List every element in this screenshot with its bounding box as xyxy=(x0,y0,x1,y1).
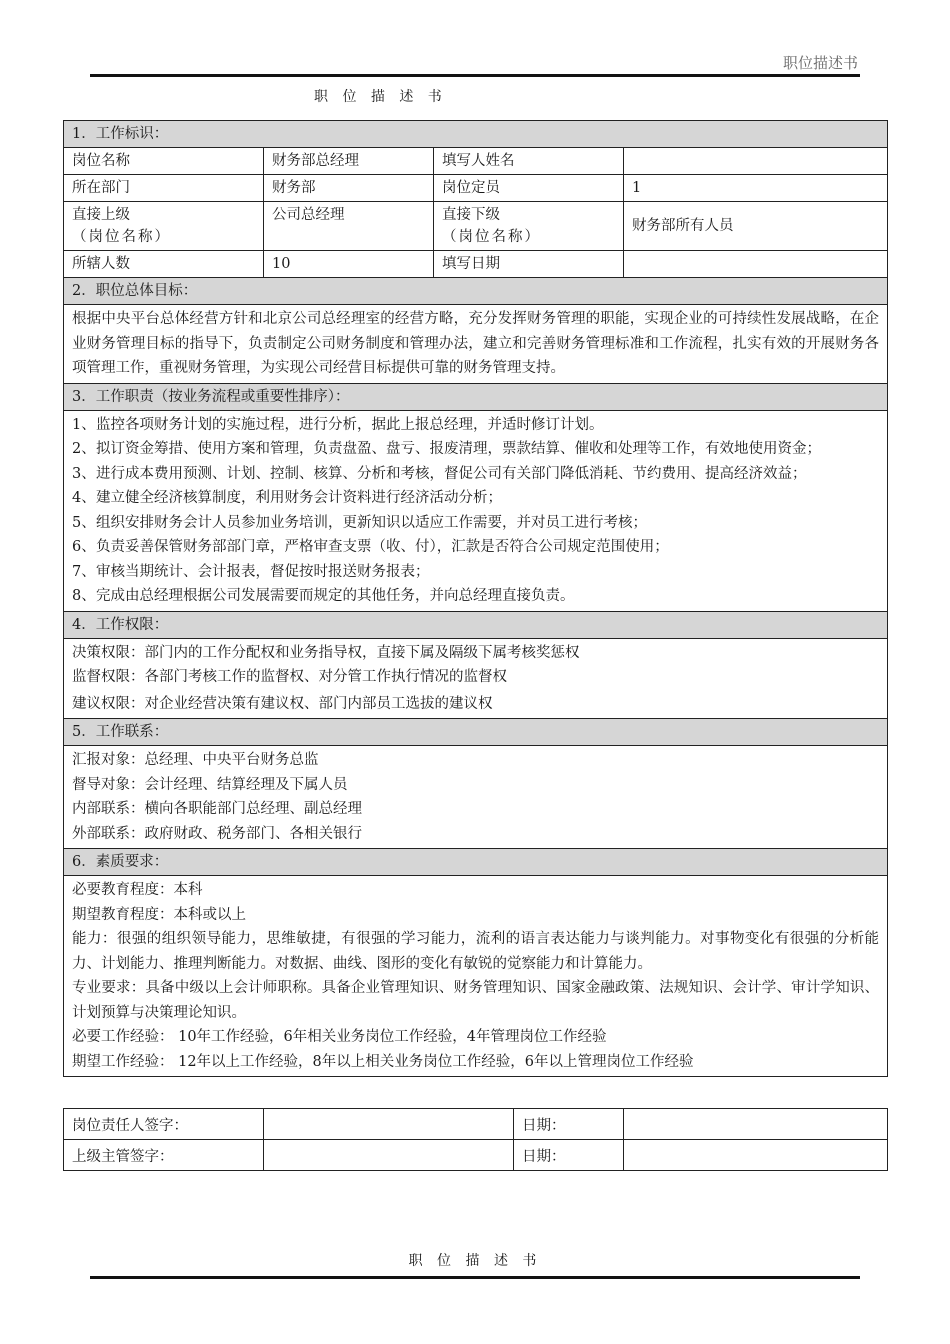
signature-table xyxy=(63,1108,888,1171)
label-filler-name: 填写人姓名 xyxy=(434,148,624,175)
duty-text: 审核当期统计、会计报表，督促按时报送财务报表； xyxy=(96,563,430,580)
section-heading-duties: 3．工作职责（按业务流程或重要性排序）： xyxy=(64,383,888,410)
label-position-name: 岗位名称 xyxy=(64,148,264,175)
label-direct-superior xyxy=(64,202,264,251)
value-department: 财务部 xyxy=(264,175,434,202)
section-heading-requirements: 6．素质要求： xyxy=(64,849,888,876)
label-direct-subordinate-note: （岗位名称） xyxy=(442,229,541,245)
header-doc-label: 职位描述书 xyxy=(782,54,858,72)
label-supervisor-signature: 上级主管签字： xyxy=(64,1140,264,1171)
contacts-list xyxy=(64,746,888,849)
duty-number: 6、 xyxy=(72,539,96,555)
requirements-list xyxy=(64,876,888,1077)
label-supervisor-date: 日期： xyxy=(514,1140,624,1171)
duty-text: 监控各项财务计划的实施过程，进行分析，据此上报总经理，并适时修订计划。 xyxy=(96,416,604,433)
duty-text: 组织安排财务会计人员参加业务培训，更新知识以适应工作需要，并对员工进行考核； xyxy=(96,514,647,531)
contact-external: 外部联系：政府财政、税务部门、各相关银行 xyxy=(72,825,362,842)
overall-goal-text xyxy=(64,305,888,384)
duty-number: 4、 xyxy=(72,490,96,506)
label-direct-superior-note: （岗位名称） xyxy=(72,229,171,245)
duties-list xyxy=(64,410,888,611)
header-rule xyxy=(90,74,860,77)
authority-supervision: 监督权限：各部门考核工作的监督权、对分管工作执行情况的监督权 xyxy=(72,669,507,685)
requirement-ability: 能力：很强的组织领导能力，思维敏捷，有很强的学习能力，流利的语言表达能力与谈判能力。对事物变化有很强的分析能力、计划能力、推理判断能力。对数据、曲线、图形的变化有敏锐的觉察能力和计算能力。 xyxy=(72,931,880,972)
value-direct-subordinate: 财务部所有人员 xyxy=(624,202,888,251)
list-item xyxy=(72,437,879,462)
label-department: 所在部门 xyxy=(64,175,264,202)
section-heading-authority: 4．工作权限： xyxy=(64,611,888,638)
contact-supervise: 督导对象：会计经理、结算经理及下属人员 xyxy=(72,776,348,793)
list-item xyxy=(72,462,879,487)
requirement-education-required: 必要教育程度：本科 xyxy=(72,882,203,898)
requirement-experience-required: 必要工作经验： 10年工作经验，6年相关业务岗位工作经验，4年管理岗位工作经验 xyxy=(72,1029,607,1045)
duty-text: 建立健全经济核算制度，利用财务会计资料进行经济活动分析； xyxy=(96,490,502,506)
list-item xyxy=(72,560,879,585)
job-description-form xyxy=(63,120,888,1077)
duty-text: 完成由总经理根据公司发展需要而规定的其他任务，并向总经理直接负责。 xyxy=(96,588,575,604)
duty-number: 5、 xyxy=(72,514,96,531)
section-heading-identification: 1．工作标识： xyxy=(64,121,888,148)
duty-number: 8、 xyxy=(72,588,96,604)
list-item xyxy=(72,535,879,560)
holder-signature-field[interactable] xyxy=(264,1109,514,1140)
duty-text: 负责妥善保管财务部部门章，严格审查支票（收、付），汇款是否符合公司规定范围使用； xyxy=(96,539,669,555)
footer-rule xyxy=(90,1276,860,1279)
supervisor-signature-field[interactable] xyxy=(264,1140,514,1171)
label-direct-superior-text: 直接上级 xyxy=(72,207,130,223)
authority-list xyxy=(64,638,888,719)
footer-title: 职 位 描 述 书 xyxy=(408,1253,542,1269)
duty-text: 进行成本费用预测、计划、控制、核算、分析和考核，督促公司有关部门降低消耗、节约费用、提高经济效益； xyxy=(96,465,807,482)
label-direct-subordinate xyxy=(434,202,624,251)
value-direct-superior: 公司总经理 xyxy=(264,202,434,251)
section-heading-contacts: 5．工作联系： xyxy=(64,719,888,746)
label-headcount: 岗位定员 xyxy=(434,175,624,202)
duty-number: 7、 xyxy=(72,563,96,580)
value-position-name: 财务部总经理 xyxy=(264,148,434,175)
list-item xyxy=(72,486,879,511)
duty-number: 3、 xyxy=(72,465,96,482)
value-managed-count: 10 xyxy=(264,251,434,278)
list-item xyxy=(72,413,879,438)
label-fill-date: 填写日期 xyxy=(434,251,624,278)
authority-decision: 决策权限：部门内的工作分配权和业务指导权，直接下属及隔级下属考核奖惩权 xyxy=(72,644,580,661)
value-filler-name[interactable] xyxy=(624,148,888,175)
list-item xyxy=(72,584,879,609)
authority-suggestion: 建议权限：对企业经营决策有建议权、部门内部员工选拔的建议权 xyxy=(72,695,493,712)
section-heading-overall-goal: 2．职位总体目标： xyxy=(64,278,888,305)
requirement-education-expected: 期望教育程度：本科或以上 xyxy=(72,906,246,923)
label-direct-subordinate-text: 直接下级 xyxy=(442,207,500,223)
contact-report-to: 汇报对象：总经理、中央平台财务总监 xyxy=(72,752,319,768)
label-managed-count: 所辖人数 xyxy=(64,251,264,278)
duty-text: 拟订资金筹措、使用方案和管理，负责盘盈、盘亏、报废清理，票款结算、催收和处理等工作，有效地使用资金； xyxy=(96,441,821,457)
holder-date-field[interactable] xyxy=(624,1109,888,1140)
value-fill-date[interactable] xyxy=(624,251,888,278)
requirement-experience-expected: 期望工作经验： 12年以上工作经验，8年以上相关业务岗位工作经验，6年以上管理岗位工作经验 xyxy=(72,1053,694,1070)
duty-number: 2、 xyxy=(72,441,96,457)
contact-internal: 内部联系：横向各职能部门总经理、副总经理 xyxy=(72,801,362,817)
value-headcount: 1 xyxy=(624,175,888,202)
overall-goal-paragraph: 根据中央平台总体经营方针和北京公司总经理室的经营方略，充分发挥财务管理的职能，实现企业的可持续性发展战略，在企业财务管理目标的指导下，负责制定公司财务制度和管理办法，建立和完善财务管理标准和工作流程，扎实有效的开展财务各项管理工作，重视财务管理，为实现公司经营目标提供可靠的财务管理支持。 xyxy=(72,311,880,376)
label-holder-date: 日期： xyxy=(514,1109,624,1140)
duty-number: 1、 xyxy=(72,416,96,433)
supervisor-date-field[interactable] xyxy=(624,1140,888,1171)
requirement-professional: 专业要求：具备中级以上会计师职称。具备企业管理知识、财务管理知识、国家金融政策、法规知识、会计学、审计学知识、计划预算与决策理论知识。 xyxy=(72,980,880,1021)
list-item xyxy=(72,511,879,536)
document-title: 职 位 描 述 书 xyxy=(314,89,447,105)
label-holder-signature: 岗位责任人签字： xyxy=(64,1109,264,1140)
